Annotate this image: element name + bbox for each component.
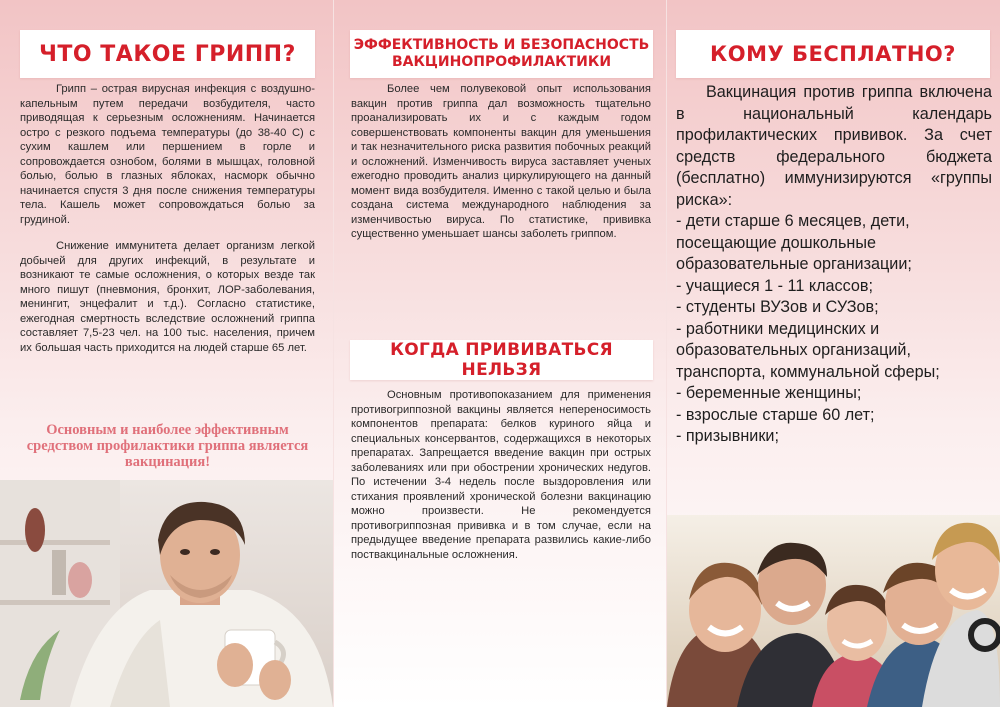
panel-what-is-flu: [0, 0, 333, 707]
risk-groups-list: [676, 211, 992, 448]
sick-man-photo: [0, 480, 333, 707]
panel2-body: [351, 82, 651, 254]
panel1-paragraph-1: Грипп – острая вирусная инфекция с воздушно-капельным путем передачи возбудителя, часто приводящая к серьезным осложнениям. Начинается остро с резкого подъема температуры (до 38-40 С) с сухим кашлем или першением в горле и сопровождается ознобом, болями в мышцах, головной болью, болью в глазных яблоках, насморк обычно начинается спустя 3 дня после снижения температуры тела. Кашель может сопровождаться болью за грудиной.: [20, 83, 315, 226]
panel2-paragraph: Более чем полувековой опыт использования вакцин против гриппа дал возможность тщательно проанализировать их и с каждым годом совершенствовать компоненты вакцин для уменьшения и так незначительного риска развития побочных реакций и осложнений. Изменчивость вируса заставляет ученых ежегодно проводить анализ циркулирующего на данный момент вида возбудителя. Именно с такой целью и была создана система международного наблюдения за изменчивостью вируса. По статистике, прививка существенно уменьшает шансы заболеть гриппом.: [351, 83, 651, 240]
panel2-title-line1: ЭФФЕКТИВНОСТЬ И БЕЗОПАСНОСТЬ: [353, 37, 650, 53]
panel3-lead: Вакцинация против гриппа включена в национальный календарь профилактических прививок. За счет средств федерального бюджета (бесплатно) иммунизируются «группы риска»:: [676, 83, 992, 209]
panel-who-free: [667, 0, 1000, 707]
contraindications-title: КОГДА ПРИВИВАТЬСЯ НЕЛЬЗЯ: [350, 340, 653, 380]
panel1-title: ЧТО ТАКОЕ ГРИПП?: [20, 30, 315, 78]
panel3-body: [676, 82, 992, 448]
panel-effectiveness: [333, 0, 667, 707]
panel2-title: [350, 30, 653, 78]
list-item: - беременные женщины;: [676, 384, 862, 402]
contraindications-body: [351, 388, 651, 574]
vaccination-highlight: Основным и наиболее эффективным средством профилактики гриппа является вакцинация!: [26, 422, 309, 470]
panel2-title-line2: ВАКЦИНОПРОФИЛАКТИКИ: [391, 54, 612, 70]
contraindications-paragraph: Основным противопоказанием для применения противогриппозной вакцины является непереносимость компонентов препарата: белков куриного яйца и специальных консервантов, содержащихся в некоторых препаратах. Запрещается введение вакцин при острых заболеваниях или при обострении хронических недугов. По истечении 3-4 недель после выздоровления или стихания проявлений хронической болезни вакцинацию можно произвести. Не рекомендуется противогриппозная прививка и в том случае, если на предыдущее введение препарата развились какие-либо поствакцинальные осложнения.: [351, 389, 651, 561]
panel1-paragraph-2: Снижение иммунитета делает организм легкой добычей для других инфекций, в результате и возникают те самые осложнения, о которых везде так много пишут (пневмония, бронхит, ЛОР-заболевания, менингит, энцефалит и т.д.). Согласно статистике, ежегодная смертность вследствие осложнений гриппа составляет 7,5-23 чел. на 100 тыс. населения, причем их большая часть приходится на людей старше 65 лет.: [20, 240, 315, 354]
list-item: - учащиеся 1 - 11 классов;: [676, 276, 874, 295]
list-item: - призывники;: [676, 427, 779, 445]
list-item: - студенты ВУЗов и СУЗов;: [676, 298, 879, 316]
panel3-title: КОМУ БЕСПЛАТНО?: [676, 30, 990, 78]
list-item: - дети старше 6 месяцев, дети, посещающие дошкольные образовательные организации;: [676, 212, 912, 273]
list-item: - работники медицинских и образовательных организаций, транспорта, коммунальной сферы;: [676, 319, 940, 381]
list-item: - взрослые старше 60 лет;: [676, 405, 875, 424]
panel1-body: [20, 82, 315, 367]
young-people-photo: [667, 515, 1000, 707]
